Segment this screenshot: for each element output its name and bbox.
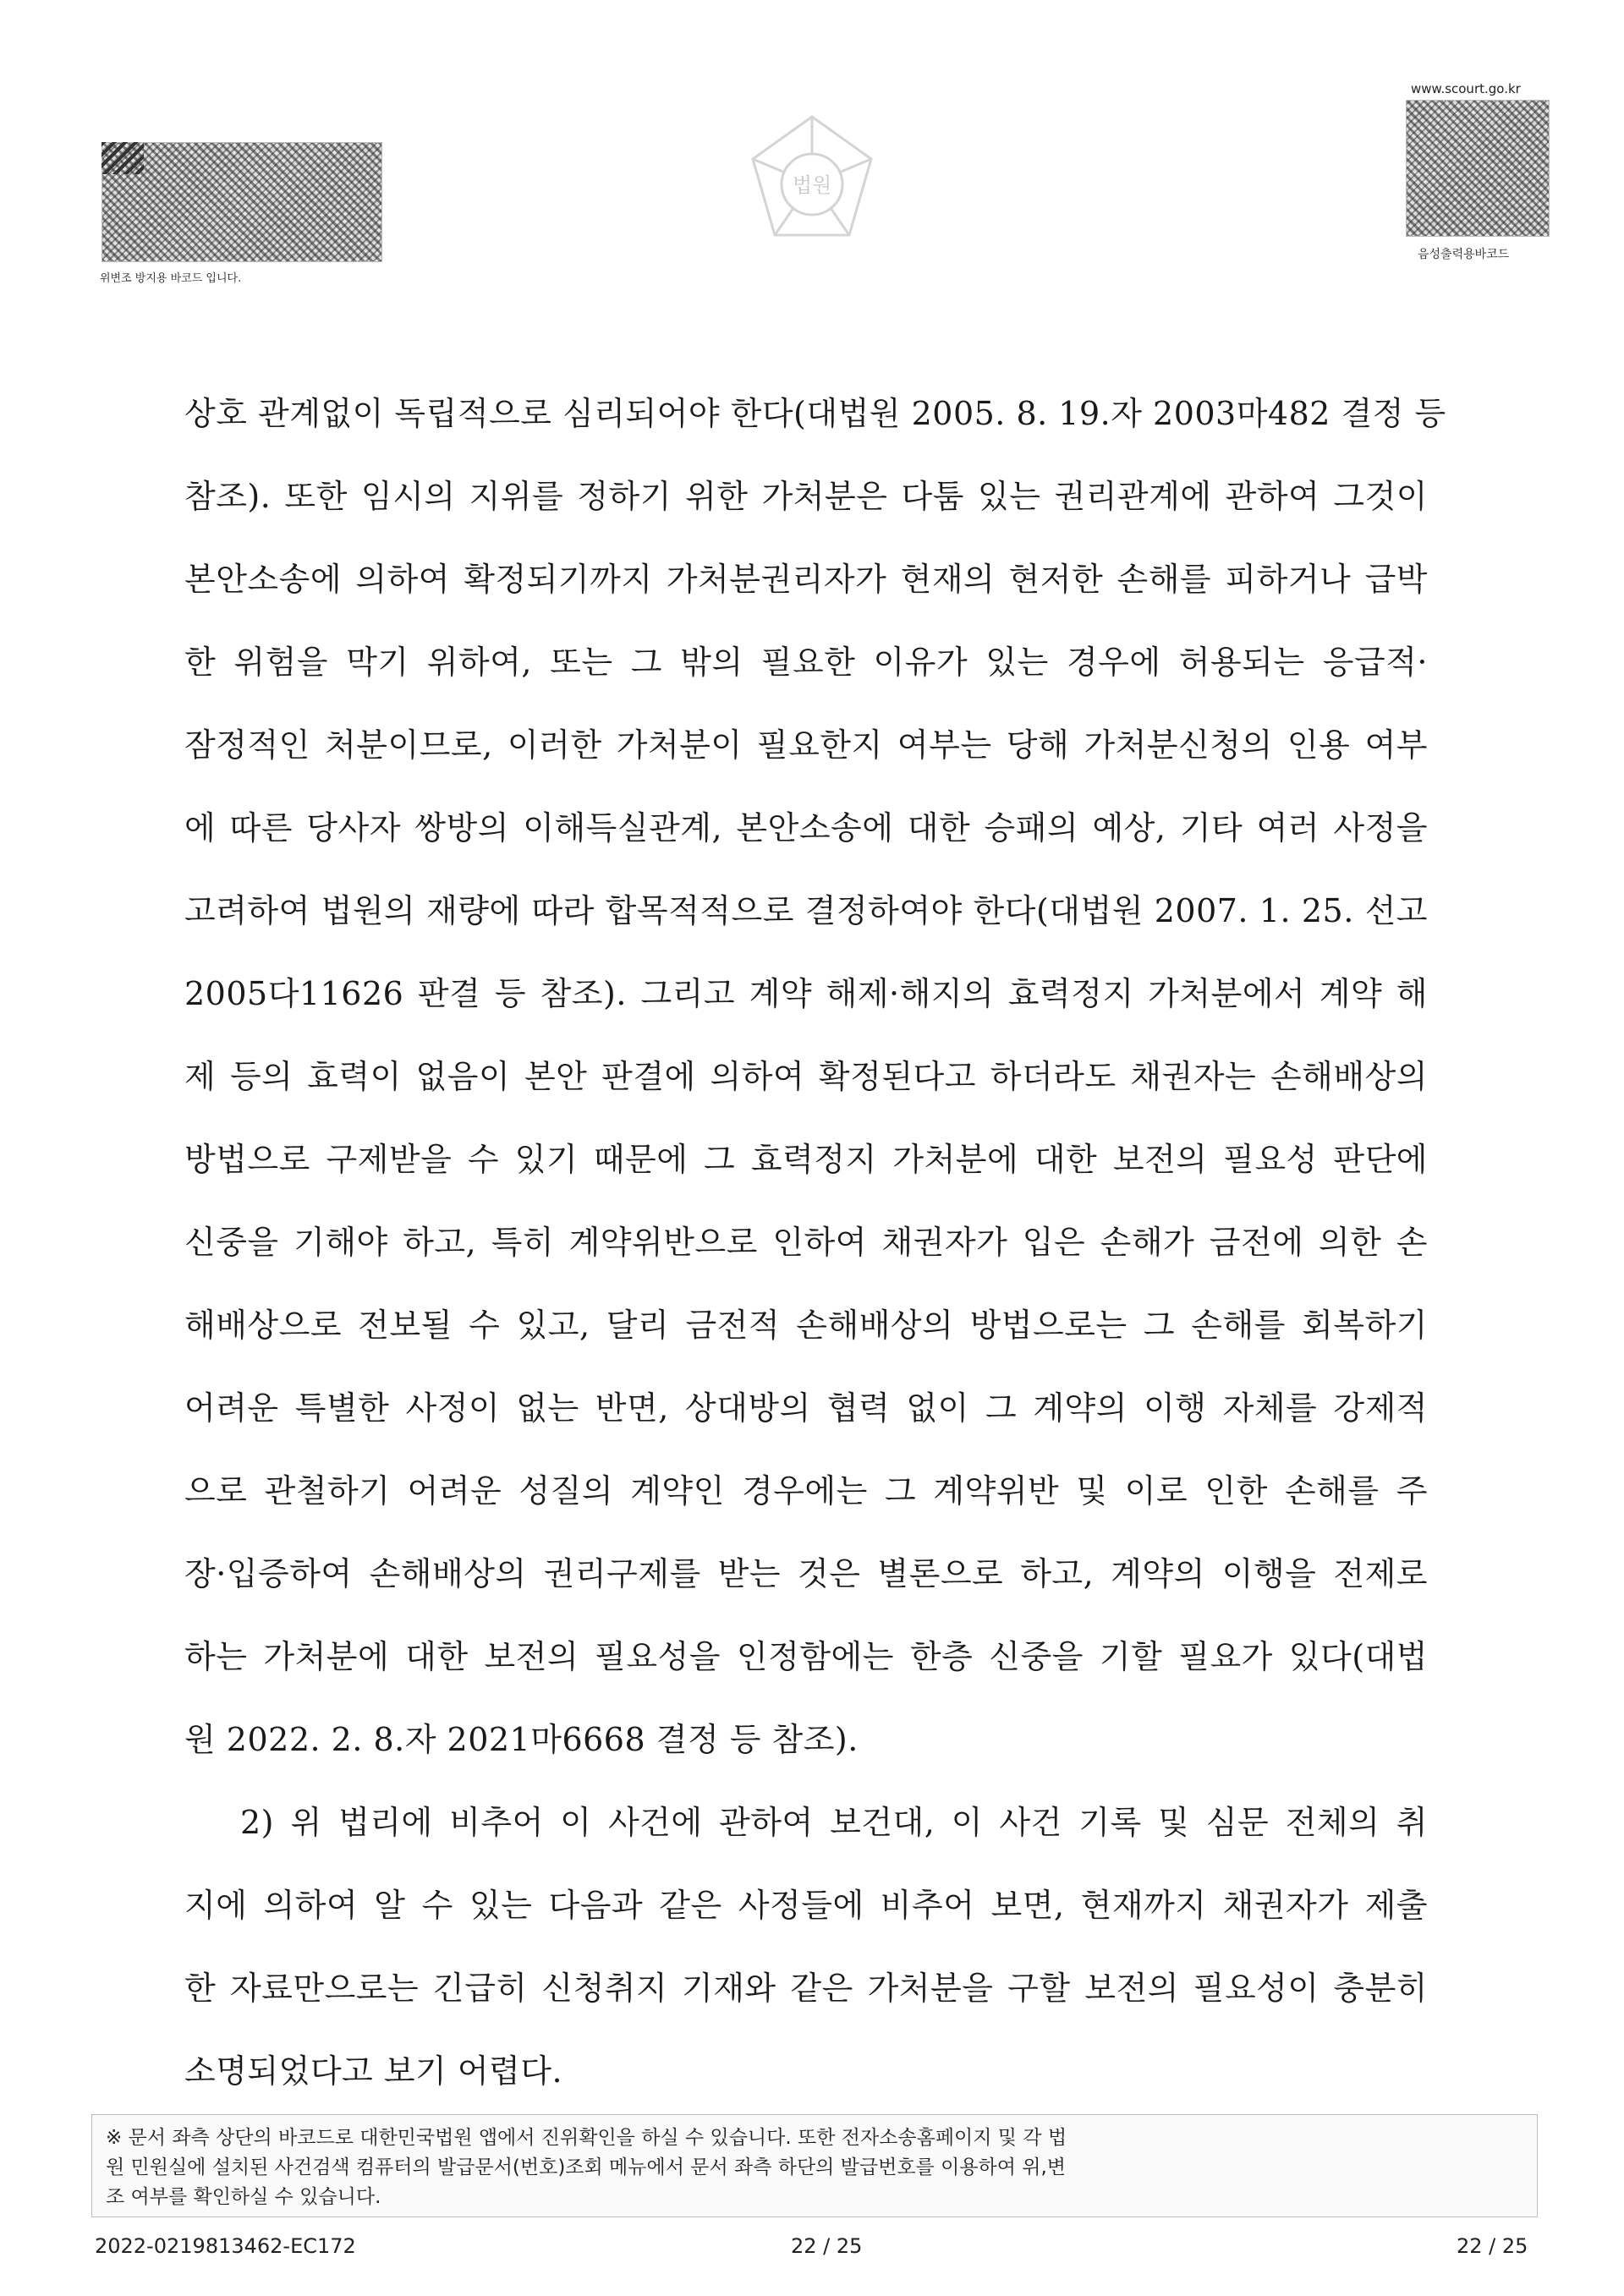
body-line: 원 2022. 2. 8.자 2021마6668 결정 등 참조). [184,1721,859,1758]
document-body [184,372,1446,2112]
voice-barcode-caption: 음성출력용바코드 [1418,248,1510,261]
seal-text: 법원 [792,173,832,197]
body-line: 제 등의 효력이 없음이 본안 판결에 의하여 확정된다고 하더라도 채권자는 손해배상의 [184,1058,1428,1095]
issue-number: 2022-0219813462-EC172 [95,2234,356,2258]
page-number: 22 / 25 [791,2234,863,2258]
body-line: 신중을 기해야 하고, 특히 계약위반으로 인하여 채권자가 입은 손해가 금전에 의한 손 [184,1224,1428,1261]
barcode-corner-mark [102,142,144,174]
body-line: 방법으로 구제받을 수 있기 때문에 그 효력정지 가처분에 대한 보전의 필요성 판단에 [184,1141,1428,1178]
court-seal-icon [744,110,880,245]
body-line: 2005다11626 판결 등 참조). 그리고 계약 해제·해지의 효력정지 가처분에서 계약 해 [184,975,1428,1012]
page-number-right: 22 / 25 [1457,2234,1528,2258]
body-line: 한 위험을 막기 위하여, 또는 그 밖의 필요한 이유가 있는 경우에 허용되는 응급적· [184,644,1428,681]
body-line: 지에 의하여 알 수 있는 다음과 같은 사정들에 비추어 보면, 현재까지 채권자가 제출 [184,1887,1428,1924]
body-line: 2) 위 법리에 비추어 이 사건에 관하여 보건대, 이 사건 기록 및 심문 전체의 취 [240,1804,1428,1841]
site-url: www.scourt.go.kr [1411,81,1521,96]
body-line: 에 따른 당사자 쌍방의 이해득실관계, 본안소송에 대한 승패의 예상, 기타 여러 사정을 [184,809,1428,847]
voice-output-barcode [1406,100,1550,237]
body-line: 장·입증하여 손해배상의 권리구제를 받는 것은 별론으로 하고, 계약의 이행을 전제로 [184,1555,1428,1592]
verification-notice [91,2114,1538,2217]
notice-line: 원 민원실에 설치된 사건검색 컴퓨터의 발급문서(번호)조회 메뉴에서 문서 좌측 하단의 발급번호를 이용하여 위,변 [106,2156,1067,2178]
body-line: 소명되었다고 보기 어렵다. [184,2052,563,2090]
body-line: 고려하여 법원의 재량에 따라 합목적적으로 결정하여야 한다(대법원 2007. 1. 25. 선고 [184,892,1428,929]
body-line: 으로 관철하기 어려운 성질의 계약인 경우에는 그 계약위반 및 이로 인한 손해를 주 [184,1472,1428,1510]
barcode-caption: 위변조 방지용 바코드 입니다. [100,272,242,285]
notice-line: 조 여부를 확인하실 수 있습니다. [106,2186,381,2208]
body-line: 참조). 또한 임시의 지위를 정하기 위한 가처분은 다툼 있는 권리관계에 관하여 그것이 [184,478,1428,515]
body-line: 한 자료만으로는 긴급히 신청취지 기재와 같은 가처분을 구할 보전의 필요성이 충분히 [184,1970,1428,2007]
body-line: 본안소송에 의하여 확정되기까지 가처분권리자가 현재의 현저한 손해를 피하거나 급박 [184,561,1428,598]
body-line: 해배상으로 전보될 수 있고, 달리 금전적 손해배상의 방법으로는 그 손해를 회복하기 [184,1307,1428,1344]
body-line: 어려운 특별한 사정이 없는 반면, 상대방의 협력 없이 그 계약의 이행 자체를 강제적 [184,1389,1428,1427]
body-line: 하는 가처분에 대한 보전의 필요성을 인정함에는 한층 신중을 기할 필요가 있다(대법 [184,1638,1428,1675]
body-line: 상호 관계없이 독립적으로 심리되어야 한다(대법원 2005. 8. 19.자 2003마482 결정 등 [184,395,1446,432]
body-line: 잠정적인 처분이므로, 이러한 가처분이 필요한지 여부는 당해 가처분신청의 인용 여부 [184,726,1428,764]
notice-line: ※ 문서 좌측 상단의 바코드로 대한민국법원 앱에서 진위확인을 하실 수 있습니다. 또한 전자소송홈페이지 및 각 법 [106,2127,1067,2149]
